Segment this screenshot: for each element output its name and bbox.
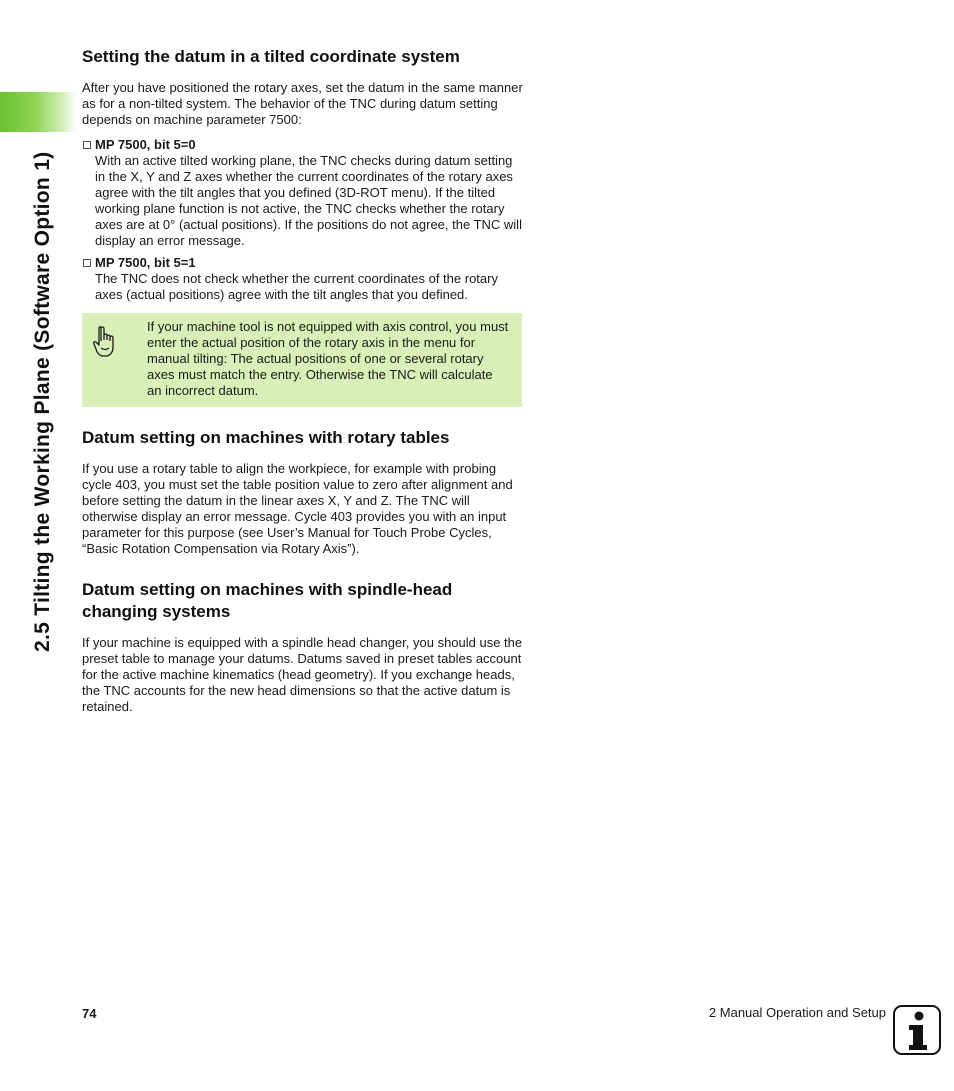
section-heading-rotary-tables: Datum setting on machines with rotary tables: [82, 428, 450, 447]
bullet-item: [82, 255, 526, 303]
section-heading-spindle-head: Datum setting on machines with spindle-head changing systems: [82, 580, 453, 621]
note-box: [82, 313, 522, 407]
section-intro: After you have positioned the rotary axes, set the datum in the same manner as for a non-tilted system. The behavior of the TNC during datum setting depends on machine parameter 7500:: [82, 80, 523, 127]
section-body-spindle-head: If your machine is equipped with a spindle head changer, you should use the preset table to manage your datums. Datums saved in preset tables account for the active machine kinematics (head geometry). If you exchange heads, the TNC accounts for the new head dimensions so that the active datum is retained.: [82, 635, 523, 714]
chapter-title: 2 Manual Operation and Setup: [708, 1005, 886, 1020]
bullet-heading: MP 7500, bit 5=0: [82, 137, 526, 153]
side-section-title: 2.5 Tilting the Working Plane (Software Option 1): [31, 151, 54, 652]
page-number: 74: [82, 1006, 97, 1021]
info-glyph: [895, 1007, 939, 1053]
bullet-text: The TNC does not check whether the current coordinates of the rotary axes (actual positions) agree with the tilt angles that you defined.: [95, 271, 498, 302]
bullet-item: [82, 137, 526, 249]
section-heading-tilted-datum: Setting the datum in a tilted coordinate system: [82, 47, 460, 66]
bullet-heading: MP 7500, bit 5=1: [82, 255, 526, 271]
note-text: If your machine tool is not equipped with axis control, you must enter the actual position of the rotary axis in the menu for manual tilting: The actual positions of one or several rotary axes must match the entry. Otherwise the TNC will calculate an incorrect datum.: [147, 319, 509, 398]
main-content: [82, 46, 526, 724]
section-body-rotary-tables: If you use a rotary table to align the workpiece, for example with probing cycle 403, you must set the table position value to zero after alignment and before setting the datum in the linear axes X, Y and Z. The TNC will otherwise display an error message. Cycle 403 provides you with an input parameter for this purpose (see User’s Manual for Touch Probe Cycles, “Basic Rotation Compensation via Rotary Axis”).: [82, 461, 513, 556]
info-icon: [893, 1005, 941, 1055]
bullet-text: With an active tilted working plane, the TNC checks during datum setting in the X, Y and Z axes whether the current coordinates of the rotary axes agree with the tilt angles that you defined (3D-ROT menu). If the tilted working plane function is not active, the TNC checks whether the rotary axes are at 0° (actual positions). If the positions do not agree, the TNC will display an error message.: [95, 153, 522, 248]
hand-pointer-icon: [92, 325, 116, 359]
